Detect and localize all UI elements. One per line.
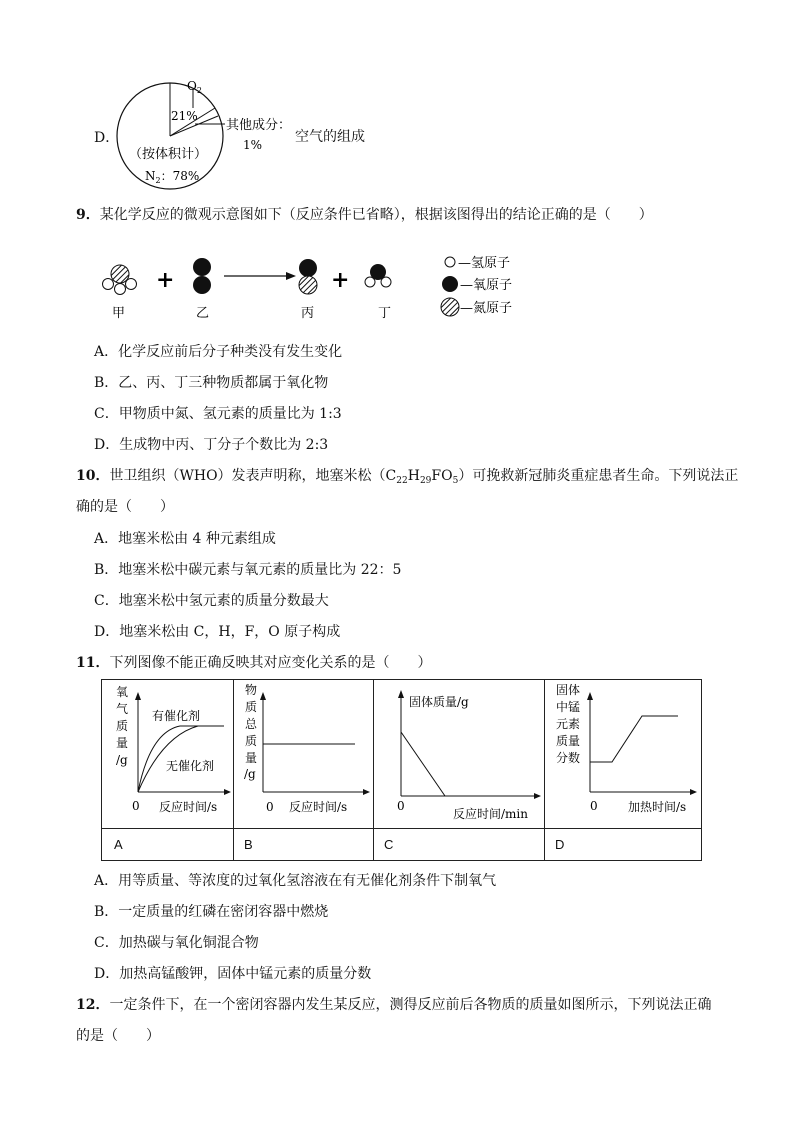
- plus-sign-1: +: [156, 267, 175, 293]
- graph-b-y-label: 物质总质量/g: [244, 683, 258, 781]
- other-label: 其他成分：: [226, 118, 292, 133]
- graph-a-origin: 0: [132, 799, 140, 813]
- graph-a-curve2-label: 无催化剂: [166, 759, 215, 773]
- o2-label: $O_2$: [187, 79, 202, 95]
- molecule-bing: [299, 259, 317, 294]
- graph-d-y-label: 固体中锰元素质量分数: [556, 683, 581, 765]
- graph-d-x-label: 加热时间/s: [628, 800, 687, 814]
- q9-option-d: D．生成物中丙、丁分子个数比为 2:3: [94, 437, 329, 453]
- q11-option-c: C．加热碳与氧化铜混合物: [94, 935, 259, 951]
- legend-oxygen: —氧原子: [460, 278, 513, 293]
- q11-option-b: B．一定质量的红磷在密闭容器中燃烧: [94, 904, 329, 920]
- graph-c-x-label: 反应时间/min: [453, 807, 528, 821]
- label-yi: 乙: [196, 306, 210, 321]
- label-jia: 甲: [112, 306, 126, 321]
- graph-c: [373, 680, 544, 828]
- plus-sign-2: +: [331, 267, 350, 293]
- q12-stem: 12．一定条件下，在一个密闭容器内发生某反应，测得反应前后各物质的质量如图所示，下列说法正确: [76, 997, 712, 1013]
- q9-reaction-diagram: [98, 254, 538, 324]
- q10-stem: 10．世卫组织（WHO）发表声明称，地塞米松$(C_{22}H_{29}FO_5)$可挽救新冠肺炎重症患者生命。下列说法正: [76, 468, 739, 486]
- graph-a: [102, 680, 233, 828]
- graph-a-y-label: 氧气质量/g: [116, 685, 129, 767]
- graph-a-x-label: 反应时间/s: [159, 800, 218, 814]
- q8-caption: 空气的组成: [295, 129, 365, 145]
- air-composition-pie: [115, 76, 315, 192]
- n2-label: $N_2$：78%: [145, 169, 200, 185]
- q9-option-b: B．乙、丙、丁三种物质都属于氧化物: [94, 375, 329, 391]
- q11-graph-table: [101, 679, 702, 861]
- q10-option-c: C．地塞米松中氢元素的质量分数最大: [94, 593, 329, 609]
- legend-oxygen-icon: [442, 276, 458, 292]
- legend-hydrogen-icon: [445, 257, 455, 267]
- arrow-head: [286, 272, 296, 280]
- molecule-ding: [365, 264, 391, 287]
- pie-center-text: （按体积计）: [129, 147, 208, 162]
- label-bing: 丙: [301, 306, 315, 321]
- q12-stem-line2: 的是（ ）: [76, 1028, 160, 1044]
- q10-option-b: B．地塞米松中碳元素与氧元素的质量比为 22：5: [94, 562, 402, 578]
- graph-b-origin: 0: [266, 800, 274, 814]
- graph-d: [544, 680, 702, 828]
- graph-letter-a: A: [114, 837, 123, 852]
- legend-nitrogen: —氮原子: [460, 301, 513, 316]
- graph-b: [233, 680, 373, 828]
- label-ding: 丁: [378, 306, 392, 321]
- q10-option-d: D．地塞米松由 C，H，F，O 原子构成: [94, 624, 341, 640]
- graph-b-x-label: 反应时间/s: [289, 800, 348, 814]
- graph-a-curve1-label: 有催化剂: [152, 709, 201, 723]
- q10-stem-line2: 确的是（ ）: [76, 499, 174, 515]
- q9-option-a: A．化学反应前后分子种类没有发生变化: [94, 344, 343, 360]
- q11-option-a: A．用等质量、等浓度的过氧化氢溶液在有无催化剂条件下制氧气: [94, 873, 497, 889]
- graph-letter-b: B: [244, 837, 253, 852]
- q11-stem: 11．下列图像不能正确反映其对应变化关系的是（ ）: [76, 655, 432, 671]
- graph-d-origin: 0: [590, 799, 598, 813]
- graph-c-line: [401, 732, 445, 796]
- other-percent: 1%: [243, 138, 263, 152]
- graph-c-y-label: 固体质量/g: [409, 695, 469, 709]
- o2-percent: 21%: [171, 109, 198, 123]
- legend-nitrogen-icon: [441, 298, 459, 316]
- molecule-jia: [103, 265, 137, 295]
- graph-letter-c: C: [384, 837, 394, 852]
- q10-option-a: A．地塞米松由 4 种元素组成: [94, 531, 276, 547]
- q8-option-d-label: D．: [94, 130, 120, 146]
- q9-stem: 9．某化学反应的微观示意图如下（反应条件已省略），根据该图得出的结论正确的是（ ）: [76, 207, 653, 223]
- graph-letter-d: D: [555, 837, 565, 852]
- molecule-yi: [193, 258, 211, 294]
- q9-option-c: C．甲物质中氮、氢元素的质量比为 1:3: [94, 406, 342, 422]
- q11-option-d: D．加热高锰酸钾，固体中锰元素的质量分数: [94, 966, 372, 982]
- legend-hydrogen: —氢原子: [458, 256, 511, 271]
- graph-d-line: [590, 716, 678, 762]
- graph-c-origin: 0: [397, 799, 405, 813]
